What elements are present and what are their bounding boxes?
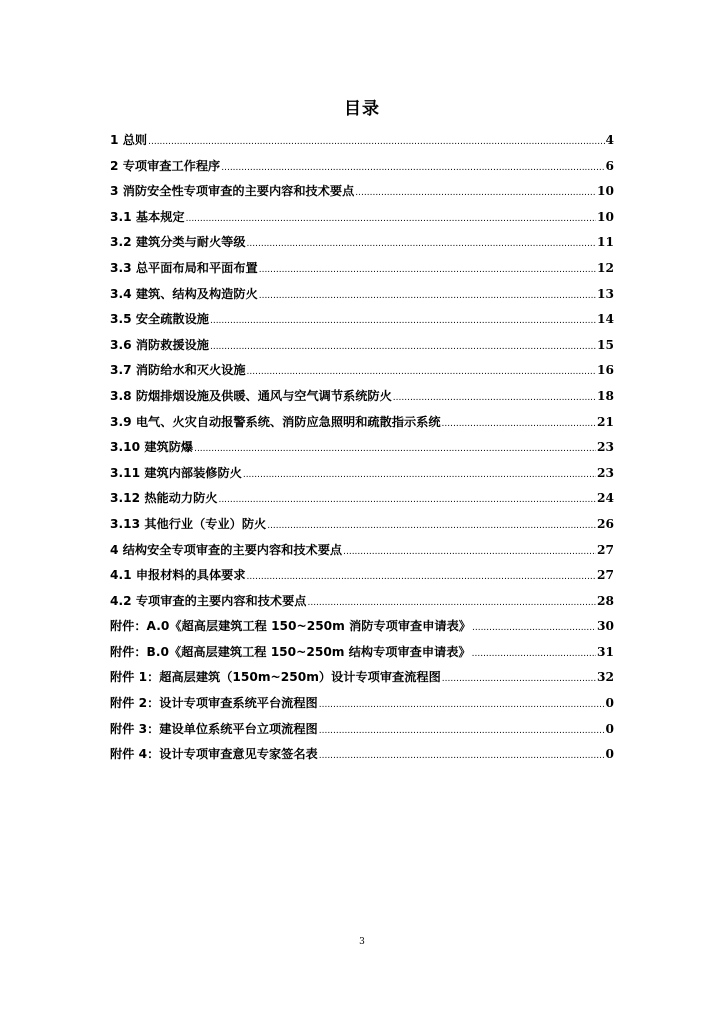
toc-entry-label: 附件 1：超高层建筑（150m~250m）设计专项审查流程图 xyxy=(110,670,441,685)
leader-dots xyxy=(355,188,596,198)
toc-entry-page: 13 xyxy=(597,286,614,301)
leader-dots xyxy=(393,393,596,403)
toc-entry[interactable] xyxy=(110,668,614,694)
toc-entry-label: 3.12 热能动力防火 xyxy=(110,491,218,506)
toc-entry-page: 23 xyxy=(597,440,614,455)
toc-entry-label: 附件 4：设计专项审查意见专家签名表 xyxy=(110,747,318,762)
toc-entry-label: 3.11 建筑内部装修防火 xyxy=(110,465,242,480)
toc-entry-label: 3.10 建筑防爆 xyxy=(110,440,194,455)
leader-dots xyxy=(148,137,604,147)
leader-dots xyxy=(442,674,596,684)
toc-entry-label: 附件：B.0《超高层建筑工程 150~250m 结构专项审查申请表》 xyxy=(110,644,471,659)
toc-title: 目录 xyxy=(344,99,380,119)
leader-dots xyxy=(472,649,596,659)
toc-entry[interactable] xyxy=(110,336,614,362)
toc-entry[interactable] xyxy=(110,592,614,618)
toc-entry-page: 10 xyxy=(597,184,614,199)
leader-dots xyxy=(343,547,596,557)
toc-entry-page: 0 xyxy=(605,721,614,736)
toc-entry[interactable] xyxy=(110,438,614,464)
toc-entry-label: 3.3 总平面布局和平面布置 xyxy=(110,260,258,275)
toc-entry-label: 3.13 其他行业（专业）防火 xyxy=(110,516,267,531)
toc-entry-label: 3 消防安全性专项审查的主要内容和技术要点 xyxy=(110,184,355,199)
toc-entry-page: 11 xyxy=(597,235,614,250)
toc-entry-page: 30 xyxy=(597,619,614,634)
toc-entry-label: 4.1 申报材料的具体要求 xyxy=(110,568,246,583)
toc-entry-label: 3.2 建筑分类与耐火等级 xyxy=(110,235,246,250)
toc-entry-page: 14 xyxy=(597,312,614,327)
toc-entry[interactable] xyxy=(110,643,614,669)
toc-entry[interactable] xyxy=(110,233,614,259)
toc-entry-label: 3.5 安全疏散设施 xyxy=(110,312,209,327)
toc-entry-label: 3.7 消防给水和灭火设施 xyxy=(110,363,246,378)
toc-entry-label: 4.2 专项审查的主要内容和技术要点 xyxy=(110,593,307,608)
toc-entry[interactable] xyxy=(110,515,614,541)
toc-entry-label: 3.8 防烟排烟设施及供暖、通风与空气调节系统防火 xyxy=(110,388,392,403)
toc-entry-label: 附件 2：设计专项审查系统平台流程图 xyxy=(110,696,318,711)
toc-entry-label: 附件 3：建设单位系统平台立项流程图 xyxy=(110,721,318,736)
page-number: 3 xyxy=(359,937,365,947)
leader-dots xyxy=(259,265,596,275)
toc-entry[interactable] xyxy=(110,285,614,311)
leader-dots xyxy=(259,291,596,301)
toc-entry[interactable] xyxy=(110,566,614,592)
toc-entry-label: 3.4 建筑、结构及构造防火 xyxy=(110,286,258,301)
toc-entry-label: 2 专项审查工作程序 xyxy=(110,158,221,173)
toc-entry[interactable] xyxy=(110,361,614,387)
toc-entry[interactable] xyxy=(110,694,614,720)
toc-entry-page: 18 xyxy=(597,388,614,403)
toc-entry-page: 26 xyxy=(597,516,614,531)
toc-entry[interactable] xyxy=(110,310,614,336)
toc-entry[interactable] xyxy=(110,208,614,234)
toc-entry-page: 4 xyxy=(605,133,614,147)
toc-entry-page: 0 xyxy=(605,696,614,711)
toc-entry-page: 23 xyxy=(597,465,614,480)
toc-entry[interactable] xyxy=(110,617,614,643)
toc-entry-page: 27 xyxy=(597,542,614,557)
leader-dots xyxy=(210,316,596,326)
toc-entry-label: 3.1 基本规定 xyxy=(110,209,185,224)
toc-entry-label: 附件：A.0《超高层建筑工程 150~250m 消防专项审查申请表》 xyxy=(110,619,471,634)
toc-entry[interactable] xyxy=(110,413,614,439)
leader-dots xyxy=(267,521,596,531)
table-of-contents xyxy=(110,131,614,771)
toc-entry-page: 16 xyxy=(597,363,614,378)
toc-entry-label: 4 结构安全专项审查的主要内容和技术要点 xyxy=(110,542,343,557)
toc-entry[interactable] xyxy=(110,182,614,208)
toc-entry[interactable] xyxy=(110,464,614,490)
leader-dots xyxy=(247,239,597,249)
leader-dots xyxy=(442,419,597,429)
leader-dots xyxy=(247,367,597,377)
leader-dots xyxy=(186,214,596,224)
toc-entry-label: 3.6 消防救援设施 xyxy=(110,337,209,352)
leader-dots xyxy=(218,495,596,505)
toc-entry-page: 6 xyxy=(605,158,614,173)
toc-entry[interactable] xyxy=(110,259,614,285)
toc-entry[interactable] xyxy=(110,745,614,771)
toc-entry-label: 1 总则 xyxy=(110,133,148,147)
toc-entry-page: 31 xyxy=(597,644,614,659)
leader-dots xyxy=(319,700,605,710)
toc-entry-page: 10 xyxy=(597,209,614,224)
toc-entry-page: 28 xyxy=(597,593,614,608)
toc-entry-page: 21 xyxy=(597,414,614,429)
toc-entry[interactable] xyxy=(110,720,614,746)
leader-dots xyxy=(243,470,596,480)
leader-dots xyxy=(210,342,596,352)
toc-entry[interactable] xyxy=(110,489,614,515)
toc-entry-page: 12 xyxy=(597,260,614,275)
toc-entry[interactable] xyxy=(110,131,614,157)
leader-dots xyxy=(194,444,596,454)
toc-entry-page: 0 xyxy=(605,747,614,762)
leader-dots xyxy=(247,572,597,582)
toc-entry-label: 3.9 电气、火灾自动报警系统、消防应急照明和疏散指示系统 xyxy=(110,414,441,429)
toc-entry-page: 24 xyxy=(597,491,614,506)
leader-dots xyxy=(472,623,596,633)
toc-entry-page: 32 xyxy=(597,670,614,685)
leader-dots xyxy=(319,751,605,761)
toc-entry[interactable] xyxy=(110,387,614,413)
leader-dots xyxy=(319,726,605,736)
toc-entry-page: 15 xyxy=(597,337,614,352)
toc-entry-page: 27 xyxy=(597,568,614,583)
leader-dots xyxy=(307,598,596,608)
leader-dots xyxy=(221,163,604,173)
toc-entry[interactable] xyxy=(110,541,614,567)
toc-entry[interactable] xyxy=(110,157,614,183)
